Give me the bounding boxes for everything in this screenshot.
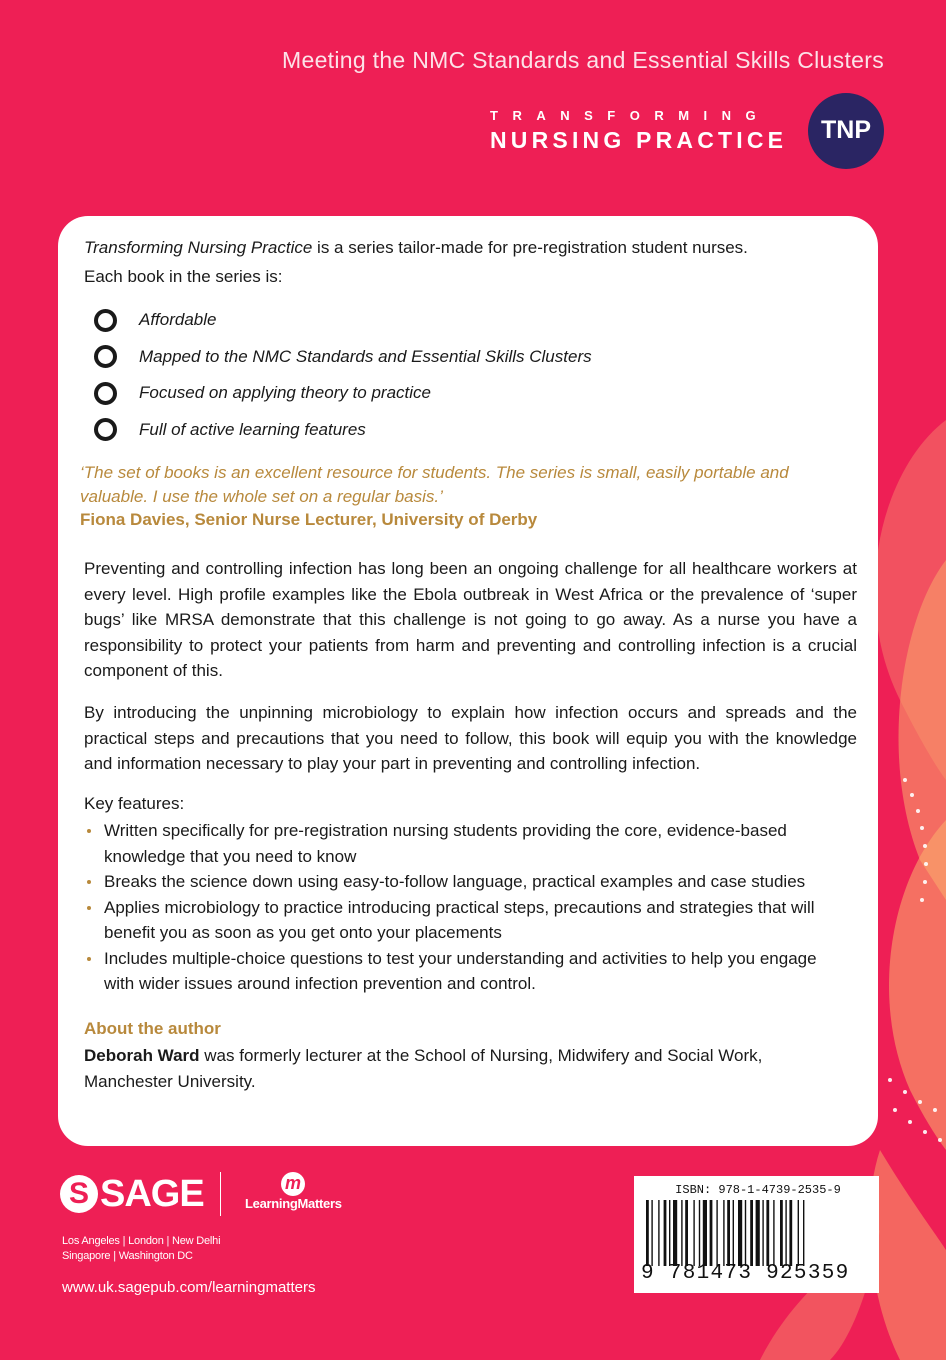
barcode-bar [803,1200,804,1266]
learning-matters-mark: m [281,1172,305,1196]
barcode-bar [785,1200,786,1266]
barcode-bar [651,1200,652,1266]
list-item: Focused on applying theory to practice [94,375,694,412]
publisher-url: www.uk.sagepub.com/learningmatters [62,1279,316,1296]
barcode-bar [710,1200,713,1266]
list-item: Affordable [94,302,694,339]
barcode-bar [716,1200,717,1266]
description-paragraph-1: Preventing and controlling infection has long been an ongoing challenge for all healthcare workers at every level. High profile examples like the Ebola outbreak in West Africa or the prevalence of ‘super bugs’ like MRSA demonstrate that this challenge is not going to go away. As a nurse you have a responsibility to protect your patients from harm and preventing and controlling infection is a crucial component of this. [84,559,857,680]
barcode-bar [658,1200,659,1266]
content-panel [58,216,878,1146]
logo-divider [220,1172,221,1216]
isbn-barcode-box [634,1176,879,1293]
ring-bullet-icon [94,418,117,441]
barcode-bar [762,1200,763,1266]
barcode-bar [727,1200,730,1266]
barcode-bar [673,1200,677,1266]
list-item: Breaks the science down using easy-to-follow language, practical examples and case studies [84,869,844,895]
list-item: Includes multiple-choice questions to test your understanding and activities to help you engage with wider issues around infection prevention and control. [84,946,844,997]
barcode-bar [773,1200,774,1266]
series-title-line1: TRANSFORMING [490,108,771,123]
barcode-bar [681,1200,682,1266]
barcode-bar [664,1200,667,1266]
barcode-bar [703,1200,707,1266]
barcode-bar [750,1200,753,1266]
barcode-bar [685,1200,688,1266]
ring-bullet-icon [94,309,117,332]
sage-s-mark: S [60,1175,98,1213]
barcode-bar [723,1200,724,1266]
barcode-bar [745,1200,746,1266]
author-bio: was formerly lecturer at the School of Nursing, Midwifery and Social Work, Manchester University. [84,1046,763,1091]
barcode-bar [756,1200,760,1266]
tnp-badge: TNP [808,93,884,169]
ring-bullet-icon [94,382,117,405]
list-item: Written specifically for pre-registration nursing students providing the core, evidence-based knowledge that you need to know [84,818,844,869]
barcode-bar [669,1200,670,1266]
barcode-bar [699,1200,700,1266]
series-intro-rest: is a series tailor-made for pre-registration student nurses. [312,238,748,257]
learning-matters-wordmark: LearningMatters [245,1196,342,1211]
series-intro-title: Transforming Nursing Practice [84,238,313,257]
barcode-bar [646,1200,649,1266]
isbn-label: ISBN: 978-1-4739-2535-9 [675,1183,841,1197]
testimonial-quote: ‘The set of books is an excellent resource for students. The series is small, easily portable and valuable. I use the whole set on a regular basis.’ [80,463,789,506]
list-item: Mapped to the NMC Standards and Essential Skills Clusters [94,339,694,376]
barcode [644,1200,872,1266]
barcode-bar [780,1200,783,1266]
about-author-text [84,1043,844,1094]
isbn-digits: 9 781473 925359 [641,1262,850,1285]
author-name: Deborah Ward [84,1046,200,1065]
description-paragraph-2: By introducing the unpinning microbiology to explain how infection occurs and spreads and the practical steps and precautions that you need to follow, this book will equip you with the knowledge and information necessary to play your part in preventing and controlling infection. [84,703,857,773]
series-intro-2: Each book in the series is: [84,267,283,286]
series-intro [84,238,748,258]
barcode-bar [733,1200,734,1266]
key-features-list [84,818,844,997]
series-title-line2: NURSING PRACTICE [490,127,788,153]
about-author-heading: About the author [84,1019,221,1038]
learning-matters-logo [245,1172,355,1216]
list-item: Applies microbiology to practice introducing practical steps, precautions and strategies that will benefit you as soon as you get onto your placements [84,895,844,946]
sage-wordmark: SAGE [100,1173,204,1215]
testimonial-author: Fiona Davies, Senior Nurse Lecturer, University of Derby [80,510,538,529]
series-bullet-list [94,302,694,448]
sage-logo [60,1172,202,1216]
barcode-bar [766,1200,769,1266]
key-features-heading: Key features: [84,794,185,813]
ring-bullet-icon [94,345,117,368]
barcode-bar [798,1200,799,1266]
tagline: Meeting the NMC Standards and Essential Skills Clusters [282,47,884,73]
barcode-bar [738,1200,742,1266]
barcode-bar [789,1200,792,1266]
barcode-bar [693,1200,694,1266]
list-item: Full of active learning features [94,412,694,449]
publisher-cities: Los Angeles | London | New Delhi Singapore | Washington DC [62,1235,221,1262]
